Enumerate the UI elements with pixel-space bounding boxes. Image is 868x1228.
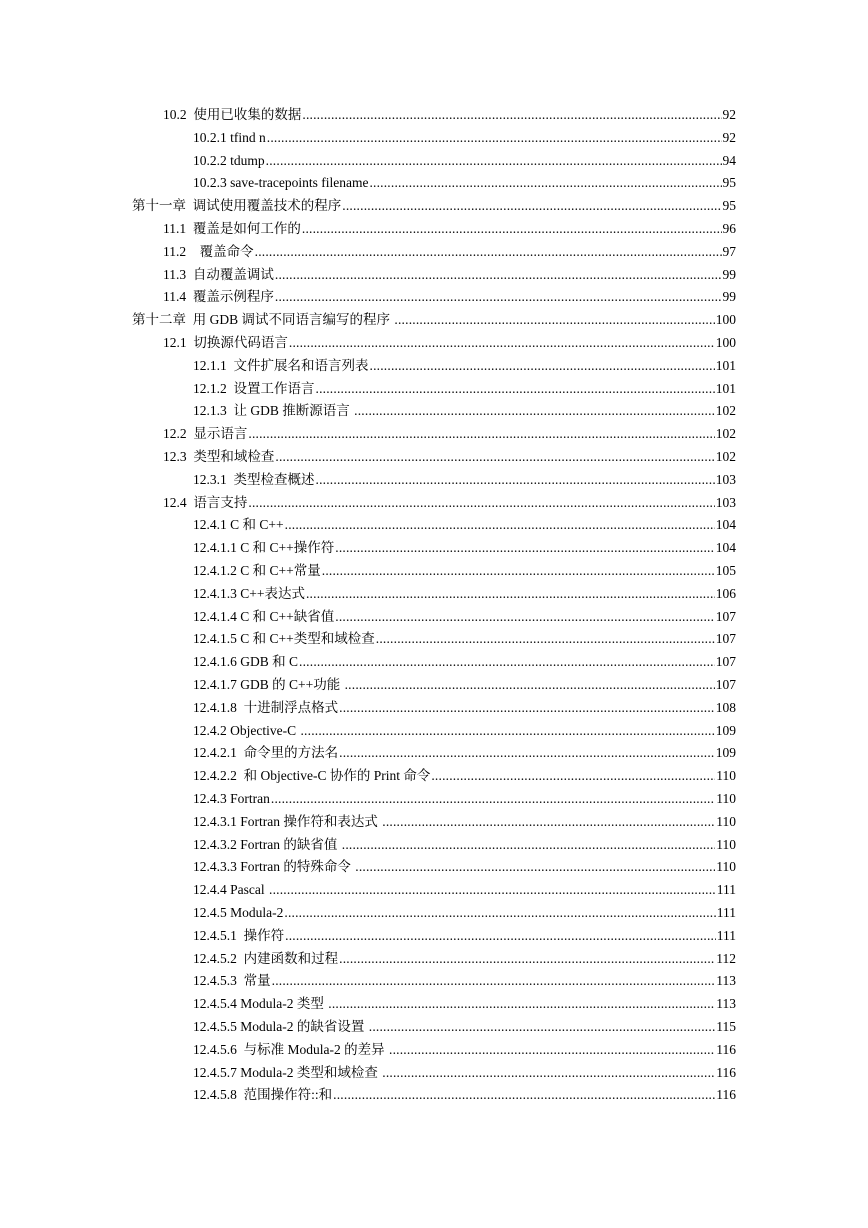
- toc-page-number: 110: [716, 813, 736, 829]
- toc-entry-title: 10.2 使用已收集的数据: [163, 107, 302, 122]
- toc-dot-leader: [354, 400, 715, 423]
- toc-entry-title: 11.3 自动覆盖调试: [163, 266, 274, 282]
- toc-entry[interactable]: [193, 765, 736, 788]
- toc-entry[interactable]: [193, 651, 736, 674]
- toc-page-number: 104: [715, 540, 736, 556]
- toc-page-number: 103: [715, 494, 736, 510]
- toc-dot-leader: [248, 492, 714, 515]
- toc-page-number: 96: [722, 221, 736, 236]
- toc-entry[interactable]: [163, 423, 736, 446]
- toc-entry-title: 12.4.5 Modula-2: [193, 905, 284, 920]
- toc-page-number: 110: [716, 836, 736, 852]
- toc-entry-title: 12.4.1.2 C 和 C++常量: [193, 563, 321, 578]
- toc-entry[interactable]: [163, 264, 736, 287]
- toc-dot-leader: [370, 355, 715, 378]
- toc-page-number: 99: [722, 289, 736, 305]
- toc-entry[interactable]: [193, 697, 736, 720]
- toc-entry[interactable]: [193, 537, 736, 560]
- toc-entry[interactable]: [193, 150, 736, 173]
- toc-entry-title: 12.1.1 文件扩展名和语言列表: [193, 357, 369, 373]
- toc-entry-title: 12.1.2 设置工作语言: [193, 380, 315, 396]
- toc-entry[interactable]: [193, 514, 736, 537]
- toc-dot-leader: [275, 446, 714, 469]
- toc-entry[interactable]: [193, 1062, 736, 1085]
- toc-entry[interactable]: [193, 674, 736, 697]
- toc-entry-title: 12.4.5.8 范围操作符::和: [193, 1087, 333, 1103]
- toc-entry-title: 12.3 类型和域检查: [163, 449, 275, 464]
- toc-dot-leader: [267, 127, 722, 150]
- toc-page-number: 110: [716, 859, 736, 875]
- toc-entry-title: 12.2 显示语言: [163, 426, 248, 442]
- toc-dot-leader: [255, 241, 722, 264]
- toc-entry-title: 10.2.3 save-tracepoints filename: [193, 175, 369, 191]
- toc-dot-leader: [285, 925, 716, 948]
- toc-entry[interactable]: [193, 993, 736, 1016]
- toc-entry-title: 12.4.3.1 Fortran 操作符和表达式: [193, 813, 382, 829]
- toc-page-number: 92: [722, 129, 736, 145]
- toc-entry[interactable]: [193, 127, 736, 150]
- toc-dot-leader: [266, 150, 722, 173]
- toc-entry[interactable]: [193, 1016, 736, 1039]
- toc-entry[interactable]: [193, 628, 736, 651]
- toc-entry[interactable]: [193, 469, 736, 492]
- toc-page-number: 111: [716, 882, 736, 898]
- toc-dot-leader: [335, 537, 715, 560]
- toc-entry[interactable]: [193, 902, 736, 925]
- toc-entry[interactable]: [193, 378, 736, 401]
- toc-dot-leader: [389, 1039, 715, 1062]
- toc-dot-leader: [284, 902, 715, 925]
- toc-dot-leader: [285, 514, 715, 537]
- toc-page-number: 110: [716, 791, 736, 806]
- toc-dot-leader: [339, 697, 715, 720]
- toc-entry-title: 11.1 覆盖是如何工作的: [163, 221, 301, 236]
- toc-page-number: 107: [715, 631, 736, 647]
- toc-entry-title: 12.4.5.2 内建函数和过程: [193, 950, 339, 966]
- toc-page-number: 102: [715, 426, 736, 442]
- toc-page-number: 107: [715, 677, 736, 692]
- toc-entry[interactable]: [193, 879, 736, 902]
- toc-page-number: 109: [715, 745, 736, 761]
- toc-entry[interactable]: [163, 332, 736, 355]
- toc-page-number: 107: [715, 608, 736, 624]
- toc-entry-title: 12.4.2.2 和 Objective-C 协作的 Print 命令: [193, 768, 431, 784]
- toc-dot-leader: [369, 1016, 716, 1039]
- toc-page-number: 115: [716, 1019, 736, 1034]
- toc-page-number: 111: [716, 927, 736, 943]
- toc-entry[interactable]: [193, 811, 736, 834]
- toc-page-number: 101: [715, 357, 736, 373]
- toc-entry[interactable]: [193, 1084, 736, 1107]
- toc-entry[interactable]: [193, 788, 736, 811]
- toc-entry-title: 12.4.3.2 Fortran 的缺省值: [193, 836, 341, 852]
- toc-entry[interactable]: [193, 856, 736, 879]
- toc-dot-leader: [271, 788, 715, 811]
- toc-entry-title: 12.4.5.4 Modula-2 类型: [193, 996, 328, 1012]
- toc-page-number: 95: [722, 198, 736, 214]
- toc-page-number: 100: [715, 312, 736, 328]
- toc-entry-title: 12.3.1 类型检查概述: [193, 471, 315, 487]
- toc-entry-title: 12.4.5.3 常量: [193, 973, 271, 989]
- toc-page-number: 103: [715, 471, 736, 487]
- toc-entry-title: 10.2.2 tdump: [193, 152, 265, 168]
- toc-dot-leader: [300, 720, 714, 743]
- toc-dot-leader: [322, 560, 715, 583]
- toc-entry[interactable]: [193, 970, 736, 993]
- toc-dot-leader: [382, 1062, 715, 1085]
- toc-entry[interactable]: [193, 172, 736, 195]
- toc-page-number: 94: [722, 152, 736, 168]
- toc-entry[interactable]: [193, 925, 736, 948]
- toc-entry-title: 第十二章 用 GDB 调试不同语言编写的程序: [132, 312, 394, 328]
- toc-dot-leader: [335, 606, 715, 629]
- toc-page-number: 111: [716, 905, 736, 920]
- toc-entry[interactable]: [163, 446, 736, 469]
- toc-entry-title: 12.4.3.3 Fortran 的特殊命令: [193, 859, 355, 875]
- toc-entry[interactable]: [193, 834, 736, 857]
- toc-entry-title: 12.4.1.3 C++表达式: [193, 585, 305, 601]
- toc-dot-leader: [376, 628, 715, 651]
- toc-entry[interactable]: [193, 355, 736, 378]
- toc-entry-title: 12.4.5.6 与标准 Modula-2 的差异: [193, 1041, 388, 1057]
- toc-entry[interactable]: [193, 742, 736, 765]
- toc-entry[interactable]: [193, 583, 736, 606]
- toc-dot-leader: [302, 218, 722, 241]
- toc-entry-title: 12.4 语言支持: [163, 494, 248, 510]
- toc-page-number: 113: [716, 996, 736, 1012]
- toc-entry[interactable]: [132, 195, 736, 218]
- toc-page-number: 97: [722, 243, 736, 259]
- toc-entry-title: 12.4.2.1 命令里的方法名: [193, 745, 339, 761]
- toc-dot-leader: [345, 674, 715, 697]
- toc-page-number: 102: [715, 449, 736, 464]
- toc-entry-title: 11.2 覆盖命令: [163, 243, 254, 259]
- toc-dot-leader: [431, 765, 715, 788]
- toc-entry-title: 第十一章 调试使用覆盖技术的程序: [132, 198, 342, 214]
- toc-page-number: 116: [716, 1064, 736, 1080]
- toc-dot-leader: [269, 879, 716, 902]
- toc-page-number: 92: [722, 107, 736, 122]
- toc-page-number: 116: [716, 1041, 736, 1057]
- toc-page-number: 109: [715, 722, 736, 738]
- toc-entry-title: 12.4.5.7 Modula-2 类型和域检查: [193, 1064, 382, 1080]
- toc-entry-title: 11.4 覆盖示例程序: [163, 289, 274, 305]
- toc-dot-leader: [369, 172, 721, 195]
- toc-dot-leader: [316, 469, 715, 492]
- toc-entry[interactable]: [163, 241, 736, 264]
- toc-dot-leader: [328, 993, 715, 1016]
- toc-page-number: 116: [716, 1087, 736, 1103]
- toc-entry-title: 12.4.1.8 十进制浮点格式: [193, 699, 339, 715]
- toc-dot-leader: [306, 583, 715, 606]
- toc-entry-title: 12.4.1.1 C 和 C++操作符: [193, 540, 335, 556]
- toc-dot-leader: [289, 332, 715, 355]
- toc-entry[interactable]: [163, 492, 736, 515]
- toc-dot-leader: [342, 195, 721, 218]
- toc-entry[interactable]: [193, 948, 736, 971]
- toc-dot-leader: [394, 309, 714, 332]
- toc-page-number: 105: [715, 563, 736, 578]
- toc-page-number: 100: [715, 335, 736, 350]
- toc-page-number: 106: [715, 585, 736, 601]
- toc-entry-title: 12.4.2 Objective-C: [193, 722, 300, 738]
- toc-entry-title: 12.4.1.6 GDB 和 C: [193, 654, 299, 670]
- toc-page-number: 95: [722, 175, 736, 191]
- toc-entry[interactable]: [193, 606, 736, 629]
- toc-entry-title: 12.4.1.5 C 和 C++类型和域检查: [193, 631, 375, 647]
- toc-dot-leader: [302, 104, 721, 127]
- toc-dot-leader: [316, 378, 715, 401]
- toc-dot-leader: [299, 651, 715, 674]
- toc-dot-leader: [275, 286, 722, 309]
- toc-dot-leader: [275, 264, 722, 287]
- toc-dot-leader: [342, 834, 716, 857]
- toc-dot-leader: [272, 970, 716, 993]
- toc-entry-title: 12.4.5.5 Modula-2 的缺省设置: [193, 1019, 368, 1034]
- toc-entry-title: 12.4.1 C 和 C++: [193, 517, 284, 533]
- toc-entry-title: 12.1 切换源代码语言: [163, 335, 288, 350]
- toc-entry[interactable]: [132, 309, 736, 332]
- toc-dot-leader: [333, 1084, 715, 1107]
- toc-entry[interactable]: [193, 1039, 736, 1062]
- toc-entry-title: 12.1.3 让 GDB 推断源语言: [193, 403, 354, 419]
- toc-entry[interactable]: [163, 104, 736, 127]
- toc-page-number: 101: [715, 380, 736, 396]
- toc-entry[interactable]: [193, 720, 736, 743]
- toc-page-number: 112: [716, 950, 736, 966]
- toc-entry[interactable]: [193, 400, 736, 423]
- toc-dot-leader: [382, 811, 715, 834]
- toc-entry[interactable]: [163, 218, 736, 241]
- toc-dot-leader: [339, 742, 715, 765]
- toc-page-number: 102: [715, 403, 736, 419]
- toc-entry-title: 12.4.3 Fortran: [193, 791, 270, 806]
- toc-entry-title: 12.4.4 Pascal: [193, 882, 268, 898]
- toc-dot-leader: [248, 423, 714, 446]
- toc-dot-leader: [355, 856, 715, 879]
- toc-entry-title: 10.2.1 tfind n: [193, 129, 266, 145]
- toc-page-number: 107: [715, 654, 736, 670]
- toc-page-number: 99: [722, 266, 736, 282]
- toc-page-number: 113: [716, 973, 736, 989]
- toc-page-number: 110: [716, 768, 736, 784]
- toc-entry[interactable]: [193, 560, 736, 583]
- toc-entry[interactable]: [163, 286, 736, 309]
- toc-entry-title: 12.4.1.4 C 和 C++缺省值: [193, 608, 335, 624]
- toc-page-number: 108: [715, 699, 736, 715]
- toc-entry-title: 12.4.5.1 操作符: [193, 927, 285, 943]
- toc-page-number: 104: [715, 517, 736, 533]
- toc-entry-title: 12.4.1.7 GDB 的 C++功能: [193, 677, 344, 692]
- toc-dot-leader: [339, 948, 715, 971]
